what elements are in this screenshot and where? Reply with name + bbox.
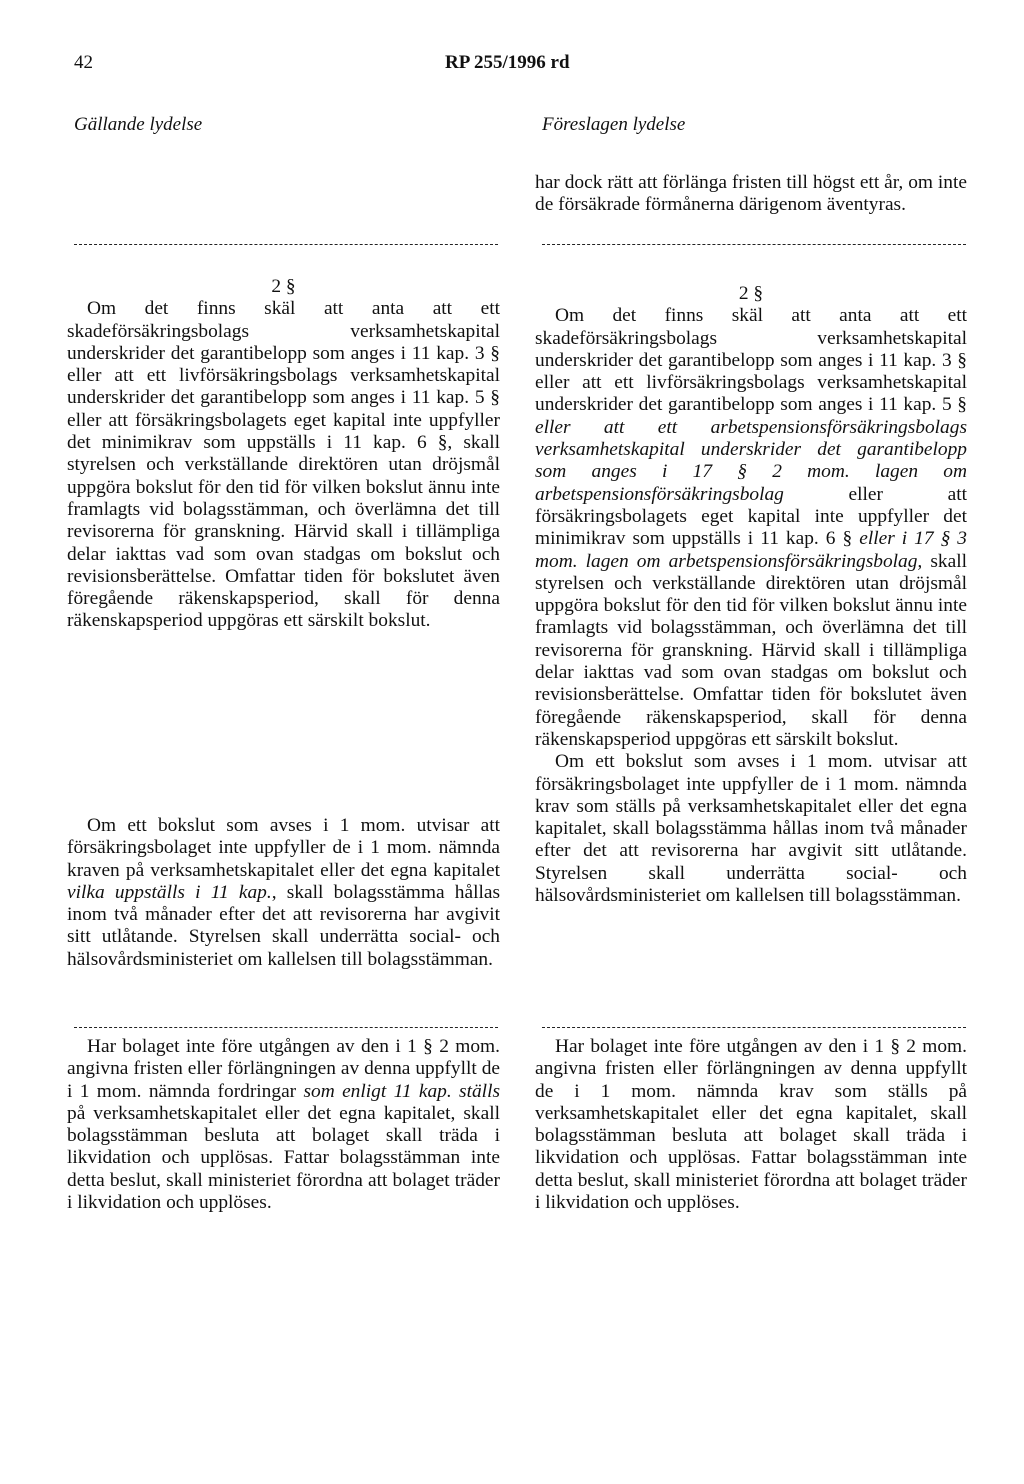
left-omission-rule-1	[74, 244, 498, 245]
page-number: 42	[74, 52, 93, 73]
left-section-2	[67, 276, 500, 633]
left-p2-amendment: vilka uppställs i 11 kap.	[67, 881, 272, 903]
right-paragraph-2: Om ett bokslut som avses i 1 mom. utvisar att försäkringsbolaget inte uppfyller de i 1 mom. nämnda krav som ställs på verksamhetskapitalet eller det egna kapitalet, skall bolagsstämma hållas inom två månader efter det att revisorerna har avgivit sitt utlåtande. Styrelsen skall underrätta social- och hälsovårdsministeriet om kallelsen till bolagsstämman.	[535, 751, 967, 907]
right-p1-text-a: Om det finns skäl att anta att ett skadeförsäkringsbolags verksamhetskapital underskrider det garantibelopp som anges i 11 kap. 3 § eller att ett livförsäkringsbolags verksamhetskapital underskrider det garantibelopp som anges i 11 kap. 5 §	[535, 305, 967, 416]
left-omission-rule-2	[74, 1027, 498, 1028]
left-paragraph-1: Om det finns skäl att anta att ett skadeförsäkringsbolags verksamhetskapital underskrider det garantibelopp som anges i 11 kap. 3 § eller att ett livförsäkringsbolags verksamhetskapital underskrider det garantibelopp som anges i 11 kap. 5 § eller att försäkringsbolagets eget kapital inte uppfyller det minimikrav som uppställs i 11 kap. 6 §, skall styrelsen och verkställande direktören utan dröjsmål uppgöra bokslut för den tid för vilken bokslut ännu inte framlagts vid bolagsstämman, och överlämna det till revisorerna för granskning. Härvid skall i tillämpliga delar iakttas vad som ovan stadgas om bokslut och revisionsberättelse. Omfattar tiden för bokslutet även föregående räkenskapsperiod, skall för denna räkenskapsperiod uppgöras ett särskilt bokslut.	[67, 298, 500, 632]
left-column-heading: Gällande lydelse	[74, 114, 203, 135]
right-intro-text: har dock rätt att förlänga fristen till högst ett år, om inte de försäkrade förmånerna därigenom äventyras.	[535, 172, 967, 216]
right-intro	[535, 172, 967, 217]
left-moment-3	[67, 1036, 500, 1214]
left-paragraph-2	[67, 815, 500, 971]
right-section-2	[535, 283, 967, 907]
right-moment-3	[535, 1036, 967, 1214]
left-moment-2	[67, 815, 500, 971]
right-p1-amendment-1: eller att ett arbetspensionsförsäkringsbolags verksamhetskapital underskrider det garantibelopp som anges i 17 § 2 mom. lagen om arbetspensionsförsäkringsbolag	[535, 416, 967, 505]
left-p3-text-b: på verksamhetskapitalet eller det egna kapitalet, skall bolagsstämman besluta att bolaget skall träda i likvidation och upplösas. Fattar bolagsstämman inte detta beslut, skall ministeriet förordna att bolaget träder i likvidation och upplöses.	[67, 1102, 500, 1214]
left-p2-text-b: , skall bolagsstämma hållas inom två månader efter det att revisorerna har avgivit sitt utlåtande. Styrelsen skall underrätta social- och hälsovårdsministeriet om kallelsen till bolagsstämman.	[67, 881, 500, 970]
right-p1-amendment-2: eller i 17 § 3 mom. lagen om arbetspensionsförsäkringsbolag,	[535, 528, 968, 572]
right-p1-text-c: skall styrelsen och verkställande direktören utan dröjsmål uppgöra bokslut för den tid för vilken bokslut ännu inte framlagts vid bolagsstämman, och överlämna det till revisorerna för granskning. Härvid skall i tillämpliga delar iakttas vad som ovan stadgas om bokslut och revisionsberättelse. Omfattar tiden för bokslutet även föregående räkenskapsperiod, skall för denna räkenskapsperiod uppgöras ett särskilt bokslut.	[535, 550, 967, 750]
document-title: RP 255/1996 rd	[445, 52, 570, 73]
right-omission-rule-2	[542, 1027, 966, 1028]
left-section-heading: 2 §	[271, 276, 296, 297]
right-paragraph-3: Har bolaget inte före utgången av den i 1 § 2 mom. angivna fristen eller förlängningen av denna uppfyllt de i 1 mom. nämnda krav som ställs på verksamhetskapitalet eller det egna kapitalet, skall bolagsstämman besluta att bolaget skall träda i likvidation och upplösas. Fattar bolagsstämman inte detta beslut, skall ministeriet förordna att bolaget träder i likvidation och upplöses.	[535, 1036, 967, 1214]
left-p2-text-a: Om ett bokslut som avses i 1 mom. utvisar att försäkringsbolaget inte uppfyller de i 1 mom. nämnda kraven på verksamhetskapitalet eller det egna kapitalet	[67, 815, 500, 881]
right-p1-text-b: eller att försäkringsbolagets eget kapital inte uppfyller det minimikrav som uppställs i 11 kap. 6 §	[535, 483, 967, 550]
right-section-heading: 2 §	[738, 283, 764, 304]
left-p3-text-a: Har bolaget inte före utgången av den i 1 § 2 mom. angivna fristen eller förlängningen av denna uppfyllt de i 1 mom. nämnda fordringar	[67, 1036, 500, 1102]
right-omission-rule-1	[542, 244, 966, 245]
left-paragraph-3	[67, 1036, 500, 1214]
left-p3-amendment: som enligt 11 kap. ställs	[303, 1080, 500, 1102]
right-paragraph-1	[535, 305, 967, 751]
right-column-heading: Föreslagen lydelse	[542, 114, 686, 135]
